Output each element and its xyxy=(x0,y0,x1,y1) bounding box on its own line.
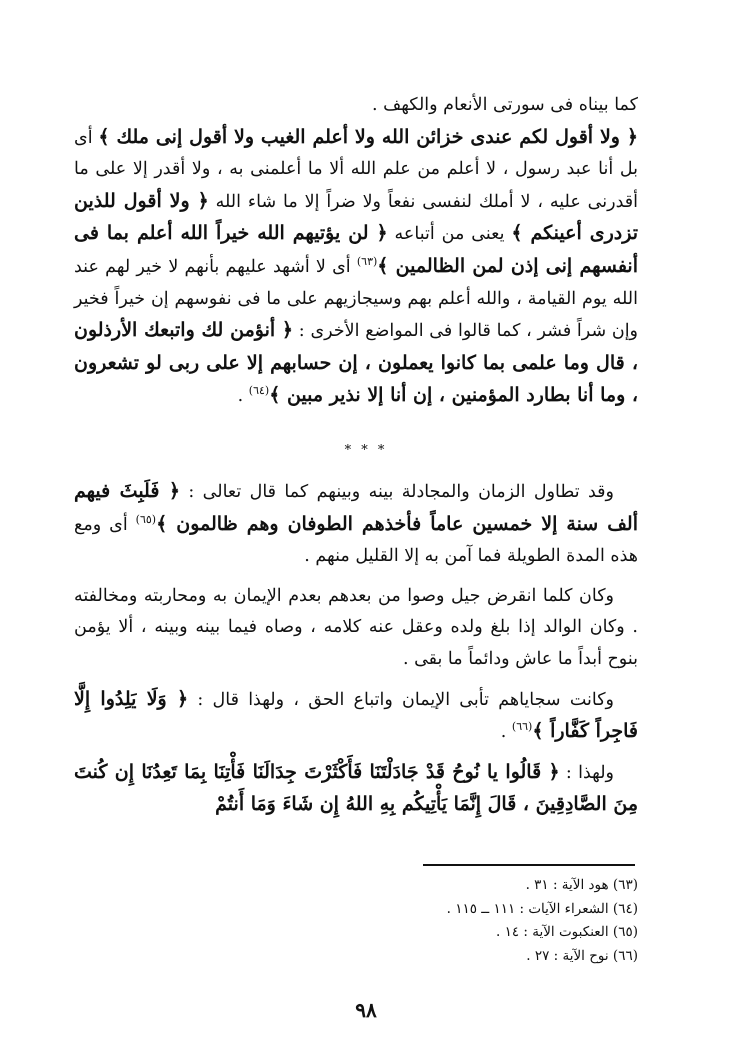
commentary-text: أى لا أشهد عليهم بأنهم لا خير لهم عند الله يوم القيامة ، والله أعلم بهم وسيجازيهم على ما فى نفوسهم إن خيراً فخير وإن شراً فشر ، كما قالوا فى المواضع الأخرى : xyxy=(74,256,639,342)
quran-quote: ﴿ قَالُوا يا نُوحُ قَدْ جَادَلْتَنَا فَأَكْثَرْتَ جِدَالَنَا فَأْتِنَا بِمَا تَعِدُنَا إِن كُنتَ مِنَ الصَّادِقِينَ ، قَالَ إِنَّمَا يَأْتِيكُم بِهِ اللهُ إِن شَاءَ وَمَا أَنتُمْ xyxy=(74,760,638,816)
page-number: ٩٨ xyxy=(355,998,377,1022)
commentary-text: أى بل أنا عبد رسول ، لا أعلم من علم الله ألا ما أعلمنى به ، ولا أقدر إلا على ما أقدرنى عليه ، لا أملك لنفسى نفعاً ولا ضراً إلا ما شاء الله xyxy=(74,127,638,212)
footnotes xyxy=(238,874,638,968)
footnote-item: (٦٣) هود الآية : ٣١ . xyxy=(525,877,638,893)
paragraph-5 xyxy=(74,757,638,822)
commentary-text: أى ومع هذه المدة الطويلة فما آمن به إلا القليل منهم . xyxy=(74,514,638,567)
footnote-ref: (٦٣) xyxy=(356,255,378,269)
footnote-item: (٦٥) العنكبوت الآية : ١٤ . xyxy=(496,924,638,940)
commentary-text: وكانت سجاياهم تأبى الإيمان واتباع الحق ، ولهذا قال : xyxy=(188,689,614,710)
footnote-ref: (٦٦) xyxy=(511,720,533,734)
main-text-upper xyxy=(74,90,638,413)
commentary-text: وقد تطاول الزمان والمجادلة بينه وبينهم كما قال تعالى : xyxy=(180,482,614,502)
quran-quote: ﴿ فَلَبِثَ فيهم ألف سنة إلا خمسين عاماً فأخذهم الطوفان وهم ظالمون ﴾ xyxy=(74,480,638,535)
footnote-divider xyxy=(423,864,635,866)
quran-quote: ﴿ لن يؤتيهم الله خيراً الله أعلم بما فى أنفسهم إنى إذن لمن الظالمين ﴾ xyxy=(74,222,638,277)
footnote-item: (٦٤) الشعراء الآيات : ١١١ ــ ١١٥ . xyxy=(446,900,638,917)
paragraph-3: وكان كلما انقرض جيل وصوا من بعدهم بعدم الإيمان به ومحاربته ومخالفته . وكان الوالد إذا بلغ ولده وعقل عنه كلامه ، وصاه فيما بينه وبينه ، ألا يؤمن بنوح أبداً ما عاش ودائماً ما بقى . xyxy=(74,585,638,669)
quran-quote: ﴿ وَلَا يَلِدُوا إِلَّا فَاجِراً كَفَّاراً ﴾ xyxy=(74,687,638,743)
quran-quote: ﴿ ولا أقول لكم عندى خزائن الله ولا أعلم الغيب ولا أقول إنى ملك ﴾ xyxy=(98,125,639,148)
paragraph-2 xyxy=(74,476,638,573)
footnote-ref: (٦٤) xyxy=(248,384,270,398)
commentary-text: . xyxy=(500,722,512,743)
main-text-lower xyxy=(74,476,638,822)
intro-line: كما بيناه فى سورتى الأنعام والكهف . xyxy=(371,95,638,115)
quran-quote: ﴿ أنؤمن لك واتبعك الأرذلون ، قال وما علمى بما كانوا يعملون ، إن حسابهم إلا على ربى لو تشعرون ، وما أنا بطارد المؤمنين ، إن أنا إلا نذير مبين ﴾ xyxy=(74,319,638,407)
commentary-text: يعنى من أتباعه xyxy=(387,224,512,245)
commentary-text: ولهذا : xyxy=(559,762,614,783)
paragraph-1 xyxy=(74,122,638,413)
paragraph-4 xyxy=(74,684,638,749)
commentary-text: . xyxy=(237,386,249,407)
footnote-ref: (٦٥) xyxy=(135,512,157,526)
section-separator: * * * xyxy=(344,443,388,458)
footnote-item: (٦٦) نوح الآية : ٢٧ . xyxy=(526,947,638,964)
quran-quote: ﴿ ولا أقول للذين تزدرى أعينكم ﴾ xyxy=(74,189,638,245)
